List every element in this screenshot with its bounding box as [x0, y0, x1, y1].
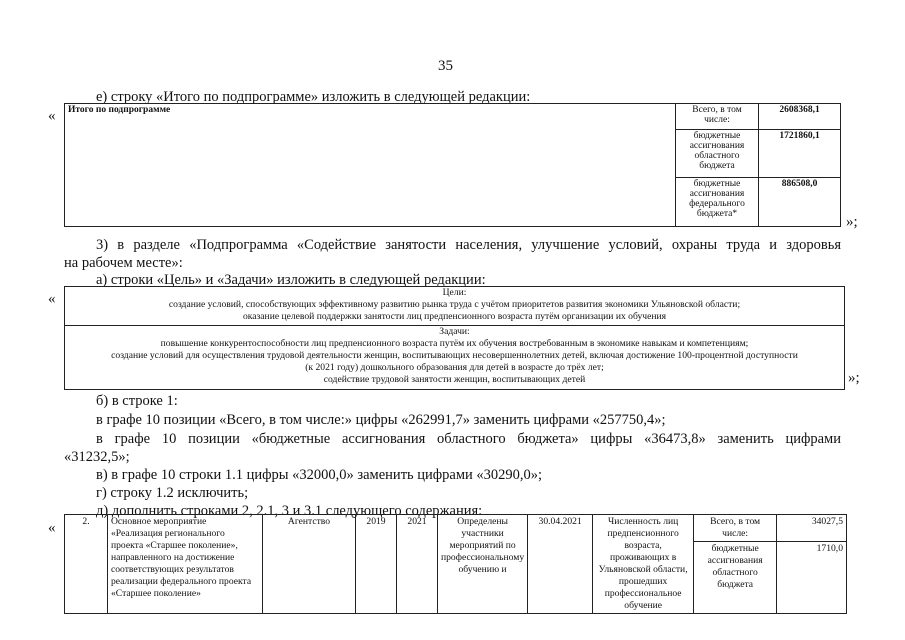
tasks-line4: содействие трудовой занятости женщин, воспитывающих детей: [323, 374, 586, 385]
new-rows-table: [64, 514, 847, 614]
row-number: 2.: [65, 515, 108, 614]
federal-budget-label: бюджетные ассигнования федерального бюджета*: [676, 177, 759, 226]
fin-regional-value: 1710,0: [777, 542, 847, 614]
line-b: б) в строке 1:: [96, 393, 178, 409]
line-d: д) дополнить строками 2, 2.1, 3 и 3.1 следующего содержания:: [96, 503, 483, 519]
tasks-line3: (к 2021 году) дошкольного образования для детей в возрасте до трёх лет;: [305, 362, 604, 373]
open-quote: «: [48, 108, 56, 124]
line-b1: в графе 10 позиции «Всего, в том числе:» цифры «262991,7» заменить цифрами «257750,4»;: [96, 412, 666, 428]
section3-line2: на рабочем месте»:: [64, 255, 183, 271]
line-e: е) строку «Итого по подпрограмме» изложить в следующей редакции:: [96, 89, 531, 105]
fin-total-value: 34027,5: [777, 515, 847, 542]
goals-heading: Цели:: [442, 287, 467, 298]
line-b2b: «31232,5»;: [64, 449, 130, 465]
open-quote-2: «: [48, 291, 56, 307]
line-b2a: в графе 10 позиции «бюджетные ассигнования областного бюджета» цифры «36473,8» заменить цифрами: [96, 431, 841, 447]
page-number: 35: [438, 58, 453, 74]
year-end: 2021: [397, 515, 438, 614]
year-start: 2019: [356, 515, 397, 614]
measure-name: Основное мероприятие «Реализация регионального проекта «Старшее поколение», направленного на достижение соответствующих результатов реализации федерального проекта «Старшее поколение»: [108, 515, 263, 614]
executor: Агентство: [263, 515, 356, 614]
federal-budget-value: 886508,0: [759, 177, 841, 226]
tasks-heading: Задачи:: [439, 326, 470, 337]
indicator: Определены участники мероприятий по профессиональному обучению и: [438, 515, 528, 614]
line-g: г) строку 1.2 исключить;: [96, 485, 249, 501]
target-indicator: Численность лиц предпенсионного возраста, проживающих в Ульяновской области, прошедших профессиональное обучение: [593, 515, 694, 614]
deadline: 30.04.2021: [528, 515, 593, 614]
goals-tasks-box: [64, 286, 845, 390]
line-v: в) в графе 10 строки 1.1 цифры «32000,0» заменить цифрами «30290,0»;: [96, 467, 543, 483]
fin-total-label: Всего, в том числе:: [694, 515, 777, 542]
tasks-line1: повышение конкурентоспособности лиц предпенсионного возраста путём их обучения востребованным в экономике навыкам и компетенциям;: [160, 338, 749, 349]
close-quote-2: »;: [848, 370, 860, 386]
line-a: а) строки «Цель» и «Задачи» изложить в следующей редакции:: [96, 272, 486, 288]
subtotal-table: [64, 103, 841, 227]
total-value: 2608368,1: [759, 104, 841, 130]
regional-budget-label: бюджетные ассигнования областного бюджета: [676, 130, 759, 177]
subtotal-title: Итого по подпрограмме: [65, 104, 676, 227]
regional-budget-value: 1721860,1: [759, 130, 841, 177]
goals-line1: создание условий, способствующих эффективному развитию рынка труда с учётом приоритетов развития экономики Ульяновской области;: [168, 299, 741, 310]
close-quote: »;: [846, 214, 858, 230]
goals-line2: оказание целевой поддержки занятости лиц предпенсионного возраста путём организации их обучения: [242, 311, 667, 322]
total-label: Всего, в том числе:: [676, 104, 759, 130]
open-quote-3: «: [48, 520, 56, 536]
section3-line1: 3) в разделе «Подпрограмма «Содействие занятости населения, улучшение условий, охраны труда и здоровья: [96, 237, 841, 253]
tasks-line2: создание условий для осуществления трудовой деятельности женщин, воспитывающих несовершеннолетних детей, включая достижение 100-процентной доступности: [111, 350, 798, 361]
fin-regional-label: бюджетные ассигнования областного бюджета: [694, 542, 777, 614]
